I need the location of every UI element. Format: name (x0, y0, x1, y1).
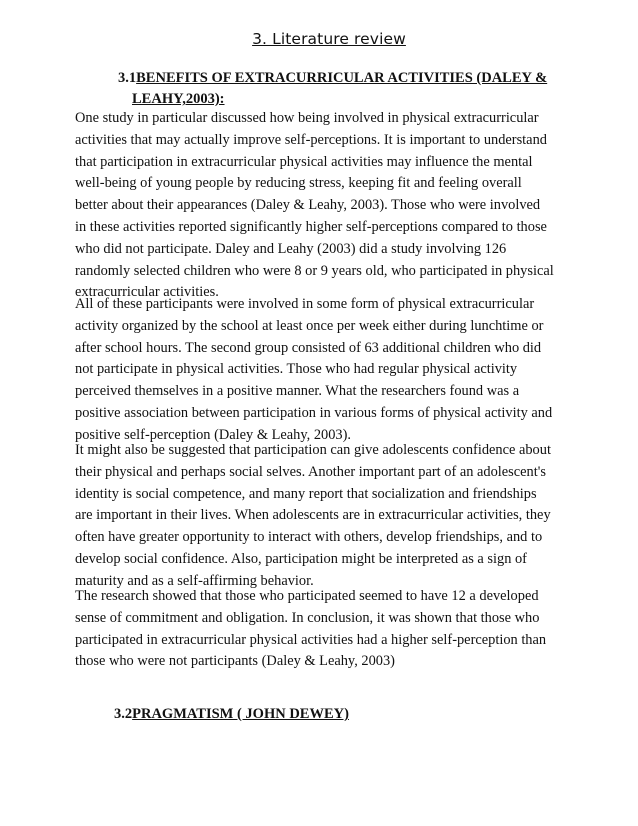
paragraph-2 (75, 294, 570, 447)
section-heading-text-line2: LEAHY,2003): (132, 91, 225, 107)
paragraph-line: It might also be suggested that participation can give adolescents confidence about (75, 442, 551, 458)
paragraph-line: after school hours. The second group consisted of 63 additional children who did (75, 339, 542, 356)
paragraph-line: positive association between participation in various forms of physical activity and (75, 404, 553, 421)
paragraph-line: who did not participate. Daley and Leahy (2003) did a study involving 126 (75, 240, 507, 257)
paragraph-line: their physical and perhaps social selves. Another important part of an adolescent's (75, 463, 546, 480)
paragraph-line: better about their appearances (Daley & Leahy, 2003). Those who were involved (75, 197, 541, 214)
section-number: 3.1 (118, 70, 137, 86)
section-heading-3-1 (118, 68, 568, 110)
paragraph-line: not participate in physical activities. Those who had regular physical activity (75, 361, 518, 378)
paragraph-line: that participation in extracurricular physical activities may influence the mental (75, 153, 533, 170)
paragraph-line: positive self-perception (Daley & Leahy, 2003). (75, 426, 351, 443)
paragraph-line: are important in their lives. When adolescents are in extracurricular activities, they (75, 507, 551, 524)
section-number: 3.2 (114, 706, 133, 722)
paragraph-line: perceived themselves in a positive manner. What the researchers found was a (75, 383, 520, 400)
section-heading-text: BENEFITS OF EXTRACURRICULAR ACTIVITIES (DALEY & (136, 70, 548, 86)
paragraph-1 (75, 108, 570, 304)
paragraph-line: those who were not participants (Daley & Leahy, 2003) (75, 653, 395, 670)
paragraph-4 (75, 586, 570, 673)
paragraph-line: sense of commitment and obligation. In conclusion, it was shown that those who (75, 609, 540, 626)
paragraph-line: in these activities reported significantly higher self-perceptions compared to those (75, 218, 547, 235)
paragraph-3 (75, 440, 570, 593)
paragraph-line: extracurricular activities. (75, 284, 219, 301)
paragraph-line: activities that may actually improve self-perceptions. It is important to understand (75, 131, 547, 148)
paragraph-line: identity is social competence, and many report that socialization and friendships (75, 485, 537, 502)
paragraph-line: participated in extracurricular physical activities had a higher self-perception than (75, 631, 547, 648)
section-heading-text: PRAGMATISM ( JOHN DEWEY) (132, 706, 349, 722)
paragraph-line: maturity and as a self-affirming behavior. (75, 572, 314, 589)
paragraph-line: develop social confidence. Also, participation might be interpreted as a sign of (75, 550, 527, 567)
paragraph-line: well-being of young people by reducing stress, keeping fit and feeling overall (75, 175, 522, 192)
paragraph-line: randomly selected children who were 8 or 9 years old, who participated in physical (75, 262, 554, 279)
paragraph-line: All of these participants were involved in some form of physical extracurricular (75, 296, 535, 312)
paragraph-line: often have greater opportunity to interact with others, develop friendships, and to (75, 529, 543, 546)
paragraph-line: The research showed that those who participated seemed to have 12 a developed (75, 588, 539, 604)
section-heading-3-2 (114, 706, 349, 723)
page-title: 3. Literature review (252, 30, 406, 48)
paragraph-line: activity organized by the school at least once per week either during lunchtime or (75, 317, 544, 334)
paragraph-line: One study in particular discussed how being involved in physical extracurricular (75, 110, 539, 126)
